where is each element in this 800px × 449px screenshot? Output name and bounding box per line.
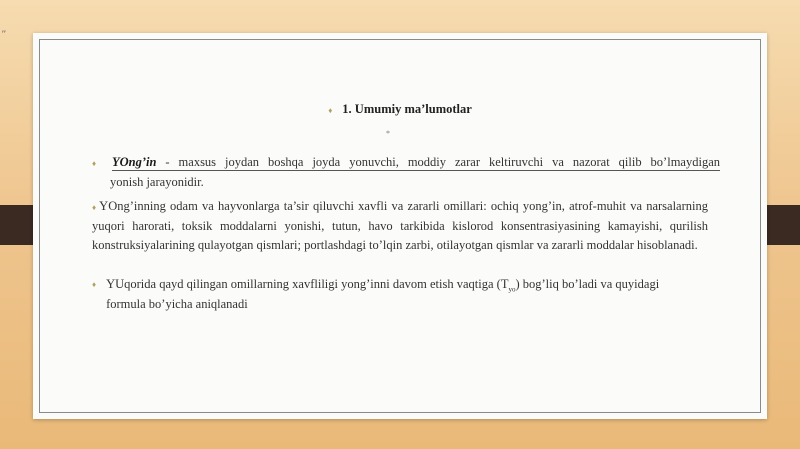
slide (33, 33, 767, 419)
slide-title: 1. Umumiy ma’lumotlar (342, 102, 472, 116)
formula-paragraph (92, 277, 712, 311)
definition-continuation: yonish jarayonidir. (110, 174, 204, 189)
star-icon: * (386, 129, 390, 138)
bullet-icon: ♦ (92, 202, 98, 212)
factors-text: YOng’inning odam va hayvonlarga ta’sir qiluvchi xavfli va zararli omillari: ochiq yong’in, atrof-muhit va narsalarning yuqori harorati, toksik moddalarni yonishi, tutun, havo tarkibida kislorod konsentrasiyasining kamayishi, qurilish konstruksiyalarining qulayotgan qismlari; portlashdagi to’lqin zarbi, otilayotgan qismlar va zararli moddalar hisoblanadi. (92, 199, 708, 252)
definition-term: YOng’in (111, 155, 157, 169)
definition-first-line (92, 153, 720, 173)
definition-paragraph (92, 153, 720, 192)
formula-text-before: YUqorida qayd qilingan omillarning xavfliligi yong’inni davom etish vaqtiga (T (106, 277, 509, 291)
slide-frame (39, 39, 761, 413)
bullet-icon: ♦ (92, 280, 97, 290)
definition-dash: - (156, 155, 179, 169)
bullet-icon: ♦ (92, 158, 102, 168)
formula-subscript: yo (508, 285, 516, 294)
bullet-icon: ♦ (328, 105, 333, 115)
slide-title-row (40, 102, 760, 117)
factors-paragraph (92, 197, 708, 255)
definition-text: maxsus joydan boshqa joyda yonuvchi, moddiy zarar keltiruvchi va nazorat qilib bo’lmaydigan (178, 155, 720, 169)
corner-mark: ′′ (2, 29, 6, 39)
formula-text-after: ) bog’liq bo’ladi va quyidagi formula bo’yicha aniqlanadi (106, 277, 660, 311)
